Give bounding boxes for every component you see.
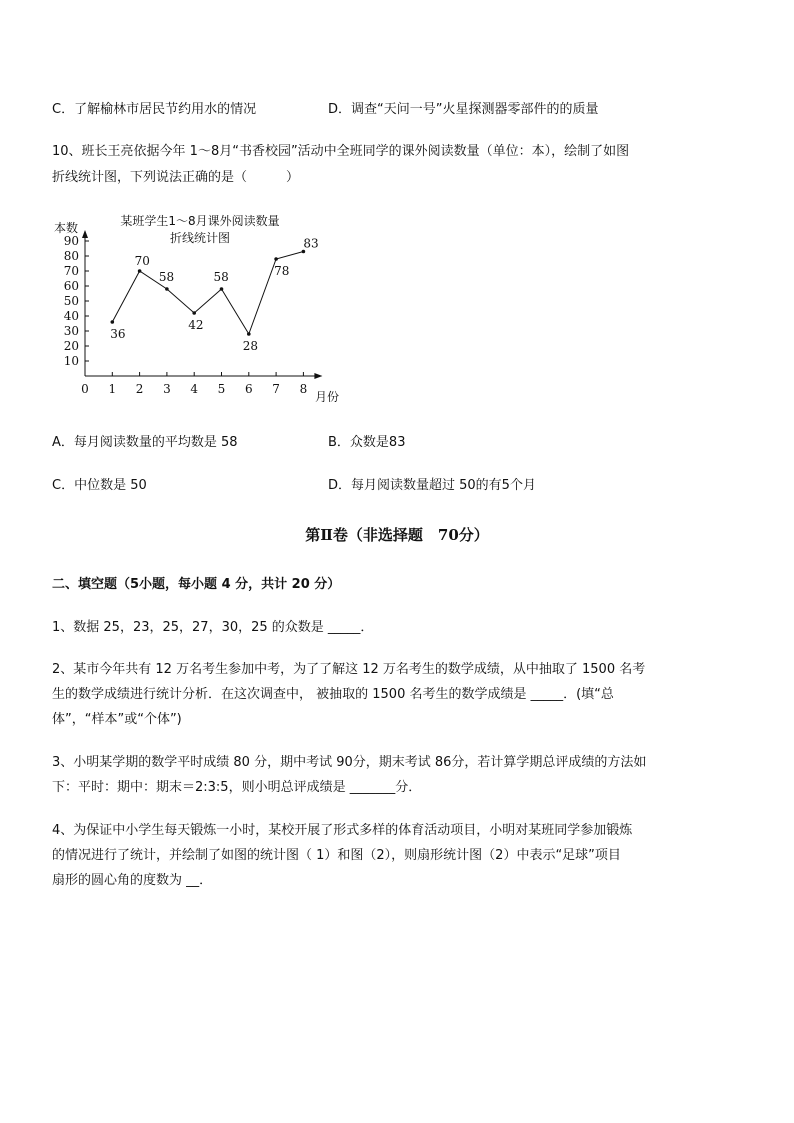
fill-q4-line3: 扇形的圆心角的度数为 __． <box>52 873 213 888</box>
q10-stem-line1: 10、班长王亮依据今年 1～8月“书香校园”活动中全班同学的课外阅读数量（单位：本），绘制了如图 <box>52 144 630 159</box>
x-tick-label: 0 <box>81 382 89 396</box>
y-tick-label: 40 <box>63 309 79 323</box>
data-point <box>274 257 278 261</box>
fill-q3-line1: 3、小明某学期的数学平时成绩 80 分，期中考试 90分，期末考试 86分，若计算学期总评成绩的方法如 <box>52 755 647 770</box>
fill-q4-line2: 的情况进行了统计，并绘制了如图的统计图（ 1）和图（2），则扇形统计图（2）中表示“足球”项目 <box>52 848 621 863</box>
y-tick-label: 80 <box>63 249 79 263</box>
data-label: 36 <box>110 327 126 341</box>
data-point <box>111 320 115 324</box>
section-title: 二、填空题（5小题，每小题 4 分，共计 20 分） <box>52 577 341 592</box>
data-label: 70 <box>134 254 150 268</box>
fill-q2-line2: 生的数学成绩进行统计分析．在这次调查中， 被抽取的 1500 名考生的数学成绩是 _____．(填“总 <box>52 687 614 702</box>
q10-option-d: D．每月阅读数量超过 50的有5个月 <box>328 478 536 493</box>
y-tick-label: 30 <box>63 324 79 338</box>
data-label: 83 <box>303 236 319 251</box>
data-point <box>165 287 169 291</box>
line-chart <box>40 206 360 406</box>
q9-option-c: C．了解榆林市居民节约用水的情况 <box>52 102 257 117</box>
y-tick-label: 50 <box>63 294 79 308</box>
chart-xlabel: 月份 <box>315 390 340 404</box>
y-tick-label: 70 <box>63 264 79 278</box>
data-point <box>138 269 142 273</box>
part2-title: 第Ⅱ卷（非选择题 70分） <box>305 526 489 544</box>
x-tick-label: 3 <box>163 382 171 396</box>
x-tick-label: 5 <box>217 382 226 396</box>
x-tick-label: 8 <box>299 382 308 396</box>
fill-q2-line1: 2、某市今年共有 12 万名考生参加中考，为了了解这 12 万名考生的数学成绩，从中抽取了 1500 名考 <box>52 662 646 677</box>
data-point <box>247 332 251 336</box>
data-label: 78 <box>274 264 290 278</box>
y-axis-arrow <box>82 230 88 238</box>
x-axis-arrow <box>314 373 322 379</box>
q10-option-a: A．每月阅读数量的平均数是 58 <box>52 435 238 450</box>
x-tick-label: 7 <box>272 382 280 396</box>
data-point <box>192 311 196 315</box>
chart-axes <box>82 230 322 379</box>
x-tick-label: 2 <box>135 382 144 396</box>
y-tick-label: 60 <box>63 279 79 293</box>
x-tick-label: 4 <box>190 382 199 396</box>
data-point <box>220 287 224 291</box>
x-tick-label: 6 <box>244 382 253 396</box>
fill-q2-line3: 体”，“样本”或“个体”) <box>52 712 182 727</box>
fill-q1: 1、数据 25，23，25，27，30，25 的众数是 _____． <box>52 620 374 635</box>
q10-option-c: C．中位数是 50 <box>52 478 147 493</box>
chart-title-line2: 折线统计图 <box>169 231 231 245</box>
y-tick-label: 20 <box>63 339 79 353</box>
data-label: 42 <box>188 318 204 332</box>
q10-stem-line2: 折线统计图，下列说法正确的是（ ） <box>52 170 300 185</box>
data-label: 58 <box>158 270 175 284</box>
fill-q4-line1: 4、为保证中小学生每天锻炼一小时，某校开展了形式多样的体育活动项目，小明对某班同学参加锻炼 <box>52 823 633 838</box>
data-label: 58 <box>213 270 229 284</box>
q10-option-b: B．众数是83 <box>328 435 406 450</box>
y-tick-label: 90 <box>63 234 79 248</box>
chart-ylabel: 本数 <box>54 221 79 235</box>
chart-title-line1: 某班学生1～8月课外阅读数量 <box>120 214 280 228</box>
y-tick-label: 10 <box>63 354 79 368</box>
data-label: 28 <box>242 339 259 353</box>
fill-q3-line2: 下：平时：期中：期末＝2:3:5，则小明总评成绩是 _______分． <box>52 780 422 795</box>
x-tick-label: 1 <box>108 382 117 396</box>
q9-option-d: D．调查“天问一号”火星探测器零部件的的质量 <box>328 102 599 117</box>
